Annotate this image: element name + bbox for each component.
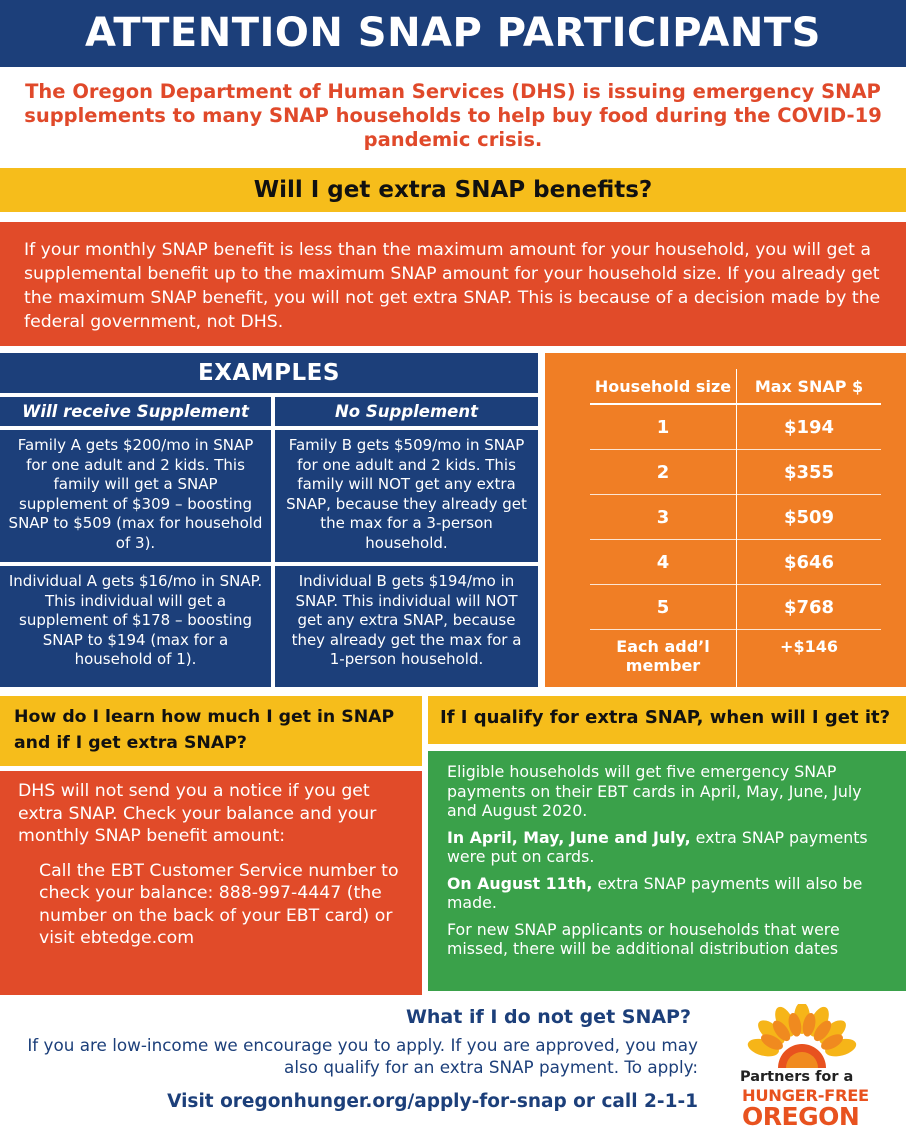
max-snap-cell: $768 <box>737 585 882 630</box>
table-row <box>590 630 881 690</box>
when-bold-text: In April, May, June and July, <box>447 827 691 847</box>
when-bold-text: On August 11th, <box>447 873 593 893</box>
logo-line-3: OREGON <box>742 1102 860 1131</box>
ebt-instructions: Call the EBT Customer Service number to check your balance: 888-997-4447 (the number on the back of your EBT card) or visit ebtedge.com <box>39 860 399 948</box>
household-size-cell: 2 <box>590 450 737 495</box>
household-size-cell: Each add’l member <box>590 630 737 690</box>
household-size-cell: 3 <box>590 495 737 540</box>
max-snap-table <box>590 369 881 689</box>
supplement-column-header: Will receive Supplement <box>0 397 271 426</box>
apply-link[interactable]: Visit oregonhunger.org/apply-for-snap or call 2-1-1 <box>167 1091 698 1112</box>
learn-section <box>0 771 422 995</box>
table-row <box>590 540 881 585</box>
footer-question: What if I do not get SNAP? <box>405 1006 691 1028</box>
when-text: extra SNAP payments will also be made. <box>447 873 863 912</box>
learn-question-heading: How do I learn how much I get in SNAP and if I get extra SNAP? <box>0 696 422 766</box>
max-snap-cell: $194 <box>737 404 882 450</box>
household-size-header: Household size <box>590 369 737 404</box>
table-row <box>590 404 881 450</box>
benefits-explanation: If your monthly SNAP benefit is less than the maximum amount for your household, you will get a supplemental benefit up to the maximum SNAP amount for your household size. If you already get the maximum SNAP benefit, you will not get extra SNAP. This is because of a decision made by the federal government, not DHS. <box>0 222 906 346</box>
page-title: ATTENTION SNAP PARTICIPANTS <box>0 0 906 67</box>
max-snap-table-panel <box>545 353 906 687</box>
example-individual-a: Individual A gets $16/mo in SNAP. This individual will get a supplement of $178 – boosting SNAP to $194 (max for a household of 1). <box>0 566 271 687</box>
no-supplement-column-header: No Supplement <box>275 397 538 426</box>
example-family-b: Family B gets $509/mo in SNAP for one adult and 2 kids. This family will NOT get any extra SNAP, because they already get the max for a 3-person household. <box>275 430 538 562</box>
when-paragraph: For new SNAP applicants or households that were missed, there will be additional distribution dates <box>447 919 840 958</box>
household-size-cell: 4 <box>590 540 737 585</box>
benefits-question-heading: Will I get extra SNAP benefits? <box>0 168 906 212</box>
when-question-heading: If I qualify for extra SNAP, when will I get it? <box>428 696 906 744</box>
household-size-cell: 5 <box>590 585 737 630</box>
footer-body: If you are low-income we encourage you to apply. If you are approved, you may also qualify for an extra SNAP payment. To apply: <box>27 1035 698 1077</box>
table-row <box>590 450 881 495</box>
learn-body: DHS will not send you a notice if you get extra SNAP. Check your balance and your monthly SNAP benefit amount: <box>18 781 377 846</box>
table-header-row <box>590 369 881 404</box>
when-paragraph <box>447 828 892 867</box>
max-snap-cell: $355 <box>737 450 882 495</box>
max-snap-cell: $509 <box>737 495 882 540</box>
logo-line-1: Partners for a <box>740 1069 854 1085</box>
table-row <box>590 585 881 630</box>
examples-heading: EXAMPLES <box>0 353 538 393</box>
table-row <box>590 495 881 540</box>
household-size-cell: 1 <box>590 404 737 450</box>
example-individual-b: Individual B gets $194/mo in SNAP. This individual will NOT get any extra SNAP, because they already get the max for a 1-person household. <box>275 566 538 687</box>
intro-text: The Oregon Department of Human Services (DHS) is issuing emergency SNAP supplements to many SNAP households to help buy food during the COVID-19 pandemic crisis. <box>24 80 882 151</box>
when-paragraph <box>447 874 892 913</box>
when-text: extra SNAP payments were put on cards. <box>447 827 868 866</box>
max-snap-header: Max SNAP $ <box>737 369 882 404</box>
example-family-a: Family A gets $200/mo in SNAP for one adult and 2 kids. This family will get a SNAP supplement of $309 – boosting SNAP to $509 (max for household of 3). <box>0 430 271 562</box>
when-paragraph: Eligible households will get five emergency SNAP payments on their EBT cards in April, May, June, July and August 2020. <box>447 762 862 820</box>
logo-line-2: HUNGER-FREE <box>742 1086 869 1105</box>
max-snap-cell: $646 <box>737 540 882 585</box>
when-section <box>428 751 906 991</box>
max-snap-cell: +$146 <box>780 637 838 656</box>
